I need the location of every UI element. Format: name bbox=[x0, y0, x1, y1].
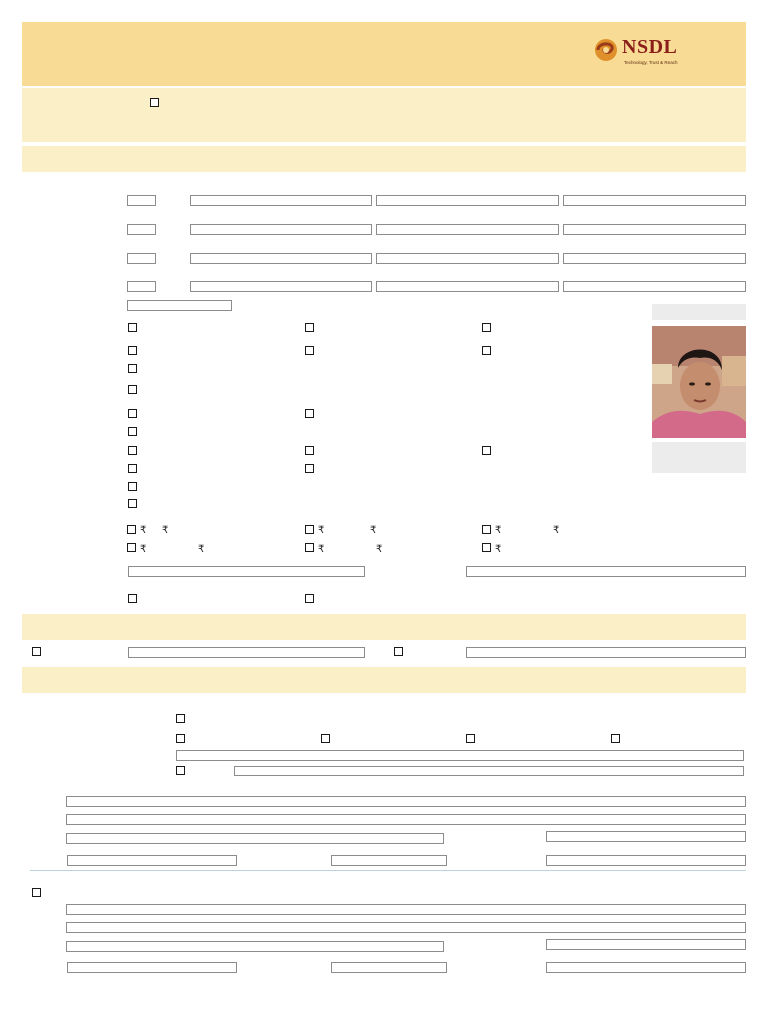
middle-name-field[interactable] bbox=[563, 195, 746, 206]
option-checkbox[interactable] bbox=[128, 364, 137, 373]
country-field[interactable] bbox=[331, 855, 447, 866]
organisation-field[interactable] bbox=[466, 566, 746, 577]
occupation-other-field[interactable] bbox=[128, 566, 365, 577]
income-checkbox[interactable] bbox=[305, 543, 314, 552]
option-checkbox[interactable] bbox=[305, 446, 314, 455]
address-type-checkbox[interactable] bbox=[321, 734, 330, 743]
rupee-symbol: ₹ bbox=[162, 525, 169, 536]
income-checkbox[interactable] bbox=[482, 525, 491, 534]
logo-tagline: Technology, Trust & Reach bbox=[624, 60, 678, 65]
option-checkbox[interactable] bbox=[128, 464, 137, 473]
section-band-3 bbox=[22, 667, 746, 693]
title-field[interactable] bbox=[127, 281, 156, 292]
pincode-field[interactable] bbox=[67, 855, 237, 866]
identity-checkbox[interactable] bbox=[394, 647, 403, 656]
first-name-field[interactable] bbox=[376, 253, 559, 264]
address-type-checkbox[interactable] bbox=[176, 766, 185, 775]
same-address-checkbox[interactable] bbox=[32, 888, 41, 897]
option-checkbox[interactable] bbox=[128, 346, 137, 355]
identity-number-field[interactable] bbox=[128, 647, 365, 658]
option-checkbox[interactable] bbox=[128, 499, 137, 508]
middle-name-field[interactable] bbox=[563, 253, 746, 264]
option-checkbox[interactable] bbox=[128, 482, 137, 491]
identity-number-field[interactable] bbox=[466, 647, 746, 658]
option-checkbox[interactable] bbox=[128, 409, 137, 418]
rupee-symbol: ₹ bbox=[370, 525, 377, 536]
applicant-photo bbox=[652, 326, 746, 438]
option-checkbox[interactable] bbox=[482, 346, 491, 355]
signature-band bbox=[652, 442, 746, 473]
option-checkbox[interactable] bbox=[305, 464, 314, 473]
option-checkbox[interactable] bbox=[482, 446, 491, 455]
income-checkbox[interactable] bbox=[127, 543, 136, 552]
nsdl-logo-icon bbox=[592, 36, 620, 64]
income-checkbox[interactable] bbox=[127, 525, 136, 534]
last-name-field[interactable] bbox=[190, 253, 372, 264]
last-name-field[interactable] bbox=[190, 195, 372, 206]
title-field[interactable] bbox=[127, 253, 156, 264]
city-field[interactable] bbox=[66, 833, 444, 844]
phone-field[interactable] bbox=[546, 962, 746, 973]
income-checkbox[interactable] bbox=[305, 525, 314, 534]
option-checkbox[interactable] bbox=[128, 385, 137, 394]
option-checkbox[interactable] bbox=[305, 346, 314, 355]
logo-text: NSDL bbox=[622, 36, 678, 58]
rupee-symbol: ₹ bbox=[553, 525, 560, 536]
first-name-field[interactable] bbox=[376, 281, 559, 292]
section-divider bbox=[30, 870, 746, 871]
date-of-birth-field[interactable] bbox=[127, 300, 232, 311]
title-field[interactable] bbox=[127, 224, 156, 235]
rupee-symbol: ₹ bbox=[140, 544, 147, 555]
option-checkbox[interactable] bbox=[128, 323, 137, 332]
info-band bbox=[22, 88, 746, 142]
option-checkbox[interactable] bbox=[305, 594, 314, 603]
country-field[interactable] bbox=[331, 962, 447, 973]
option-checkbox[interactable] bbox=[128, 427, 137, 436]
address-type-checkbox[interactable] bbox=[611, 734, 620, 743]
address-type-checkbox[interactable] bbox=[466, 734, 475, 743]
rupee-symbol: ₹ bbox=[198, 544, 205, 555]
title-field[interactable] bbox=[127, 195, 156, 206]
middle-name-field[interactable] bbox=[563, 281, 746, 292]
last-name-field[interactable] bbox=[190, 281, 372, 292]
address-type-field[interactable] bbox=[176, 750, 744, 761]
phone-field[interactable] bbox=[546, 855, 746, 866]
address-other-field[interactable] bbox=[234, 766, 744, 776]
rupee-symbol: ₹ bbox=[495, 544, 502, 555]
rupee-symbol: ₹ bbox=[495, 525, 502, 536]
section-band-1 bbox=[22, 146, 746, 172]
address-line-field[interactable] bbox=[66, 922, 746, 933]
first-name-field[interactable] bbox=[376, 224, 559, 235]
pincode-field[interactable] bbox=[67, 962, 237, 973]
option-checkbox[interactable] bbox=[128, 594, 137, 603]
nsdl-logo bbox=[592, 36, 684, 70]
city-field[interactable] bbox=[66, 941, 444, 952]
option-checkbox[interactable] bbox=[482, 323, 491, 332]
applicant-photo-image bbox=[652, 326, 746, 438]
rupee-symbol: ₹ bbox=[140, 525, 147, 536]
section-band-2 bbox=[22, 614, 746, 640]
option-checkbox[interactable] bbox=[128, 446, 137, 455]
income-checkbox[interactable] bbox=[482, 543, 491, 552]
rupee-symbol: ₹ bbox=[318, 525, 325, 536]
rupee-symbol: ₹ bbox=[318, 544, 325, 555]
address-type-checkbox[interactable] bbox=[176, 734, 185, 743]
state-field[interactable] bbox=[546, 939, 746, 950]
state-field[interactable] bbox=[546, 831, 746, 842]
address-type-checkbox[interactable] bbox=[176, 714, 185, 723]
photo-label-band bbox=[652, 304, 746, 320]
declaration-checkbox[interactable] bbox=[150, 98, 159, 107]
option-checkbox[interactable] bbox=[305, 409, 314, 418]
middle-name-field[interactable] bbox=[563, 224, 746, 235]
first-name-field[interactable] bbox=[376, 195, 559, 206]
identity-checkbox[interactable] bbox=[32, 647, 41, 656]
last-name-field[interactable] bbox=[190, 224, 372, 235]
rupee-symbol: ₹ bbox=[376, 544, 383, 555]
address-line-field[interactable] bbox=[66, 904, 746, 915]
address-line-field[interactable] bbox=[66, 796, 746, 807]
option-checkbox[interactable] bbox=[305, 323, 314, 332]
address-line-field[interactable] bbox=[66, 814, 746, 825]
